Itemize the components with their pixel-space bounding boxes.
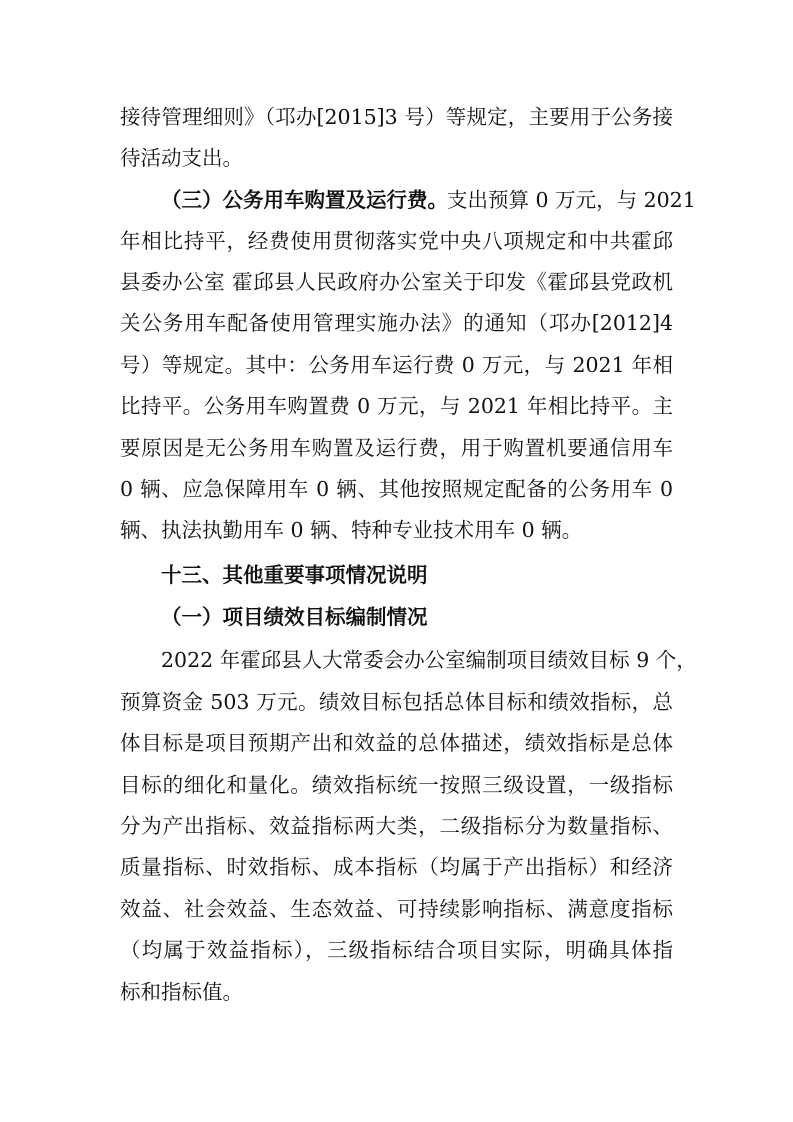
- paragraph-line: [0, 138, 793, 178]
- subsection-heading-line: [0, 597, 793, 637]
- paragraph-line: [0, 386, 793, 426]
- paragraph-line: [0, 97, 793, 137]
- paragraph-line: [0, 345, 793, 385]
- text-line: 分为产出指标、效益指标两大类，二级指标分为数量指标、: [120, 814, 673, 838]
- subsection-heading: （一）项目绩效目标编制情况: [161, 605, 428, 629]
- text-line: 质量指标、时效指标、成本指标（均属于产出指标）和经济: [120, 855, 673, 879]
- text-line: 目标的细化和量化。绩效指标统一按照三级设置，一级指标: [120, 773, 673, 797]
- text-line: 标和指标值。: [120, 980, 243, 1004]
- paragraph-line: [0, 972, 793, 1012]
- text-line: 年相比持平，经费使用贯彻落实党中央八项规定和中共霍邱: [120, 229, 673, 253]
- text-line: 号）等规定。其中：公务用车运行费 0 万元，与 2021 年相: [120, 353, 673, 377]
- paragraph-line: [0, 765, 793, 805]
- paragraph-line: [0, 806, 793, 846]
- text-line: 要原因是无公务用车购置及运行费，用于购置机要通信用车: [120, 436, 673, 460]
- text-line: 体目标是项目预期产出和效益的总体描述，绩效指标是总体: [120, 731, 673, 755]
- text-line: （均属于效益指标），三级指标结合项目实际，明确具体指: [120, 938, 673, 962]
- paragraph-line: [0, 847, 793, 887]
- paragraph-line: [0, 930, 793, 970]
- text-line: 辆、执法执勤用车 0 辆、特种专业技术用车 0 辆。: [120, 518, 583, 542]
- paragraph-line: [0, 262, 793, 302]
- text-line: 0 辆、应急保障用车 0 辆、其他按照规定配备的公务用车 0: [120, 477, 673, 501]
- text-line: 待活动支出。: [120, 146, 243, 170]
- paragraph-line: [0, 510, 793, 550]
- paragraph-line: [0, 640, 793, 680]
- paragraph-line: [0, 723, 793, 763]
- text-line: 县委办公室 霍邱县人民政府办公室关于印发《霍邱县党政机: [120, 270, 673, 294]
- section-heading: （三）公务用车购置及运行费。: [161, 188, 448, 212]
- section-heading-line: [0, 555, 793, 595]
- paragraph-line: [0, 428, 793, 468]
- text-line: 关公务用车配备使用管理实施办法》的通知（邛办[2012]4: [120, 311, 673, 335]
- text-line: 效益、社会效益、生态效益、可持续影响指标、满意度指标: [120, 897, 673, 921]
- text-line: 2022 年霍邱县人大常委会办公室编制项目绩效目标 9 个，: [161, 648, 697, 672]
- paragraph-line: [0, 682, 793, 722]
- text-line: 支出预算 0 万元，与 2021: [447, 188, 696, 212]
- paragraph-line: [0, 221, 793, 261]
- text-line: 比持平。公务用车购置费 0 万元，与 2021 年相比持平。主: [120, 394, 673, 418]
- paragraph-line: [0, 303, 793, 343]
- section-heading-line: [0, 180, 793, 220]
- section-heading: 十三、其他重要事项情况说明: [161, 563, 428, 587]
- paragraph-line: [0, 469, 793, 509]
- text-line: 预算资金 503 万元。绩效目标包括总体目标和绩效指标，总: [120, 690, 673, 714]
- text-line: 接待管理细则》（邛办[2015]3 号）等规定，主要用于公务接: [120, 105, 673, 129]
- paragraph-line: [0, 889, 793, 929]
